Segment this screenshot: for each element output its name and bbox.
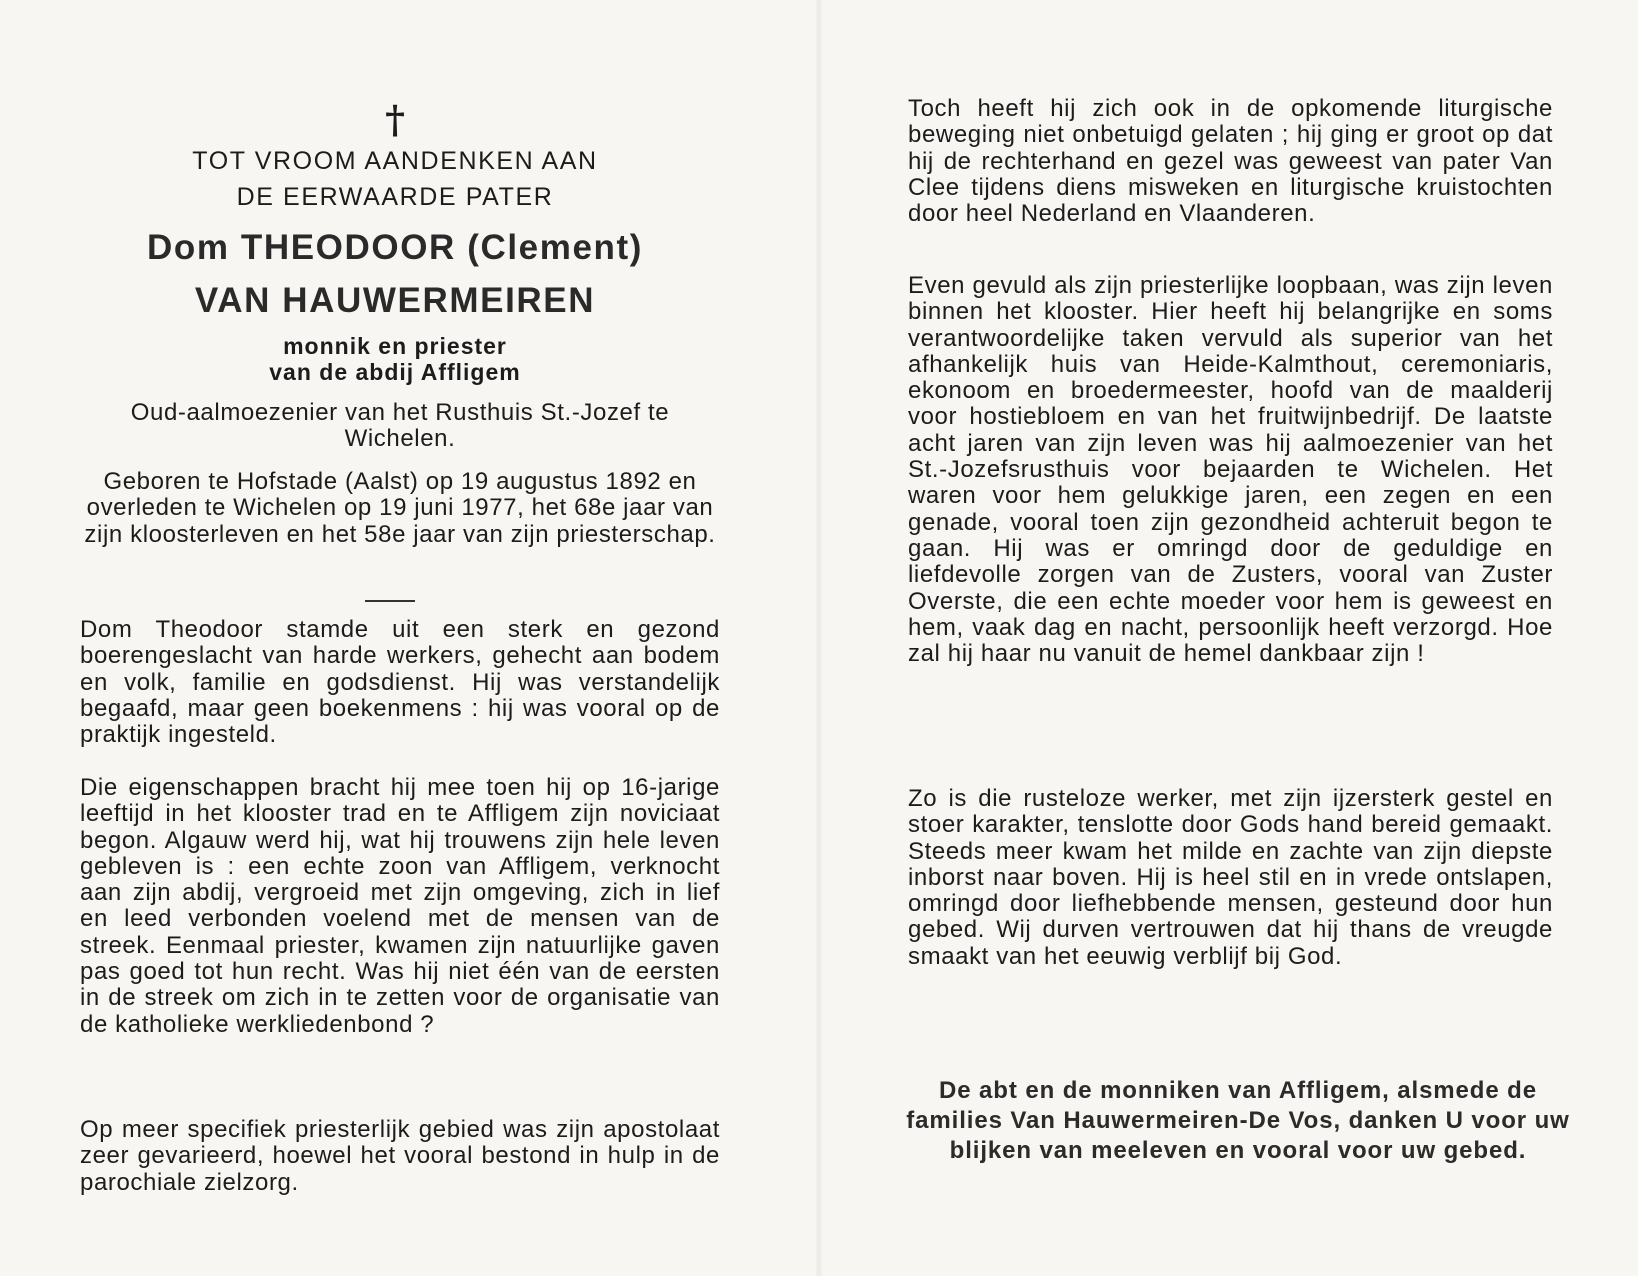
card-fold <box>816 0 822 1276</box>
role-line-2: van de abdij Affligem <box>269 359 521 385</box>
cross-icon: † <box>385 97 405 142</box>
left-page <box>0 0 800 1276</box>
deceased-name-line-1: Dom THEODOOR (Clement) <box>146 228 644 267</box>
closing-thanks: De abt en de monniken van Affligem, alsmede de families Van Hauwermeiren-De Vos, danken U voor uw blijken van meeleven en vooral voor uw gebed. <box>906 1077 1570 1164</box>
role-line-1: monnik en priester <box>283 333 507 359</box>
paragraph-monastery-life: Even gevuld als zijn priesterlijke loopbaan, was zijn leven binnen het klooster. Hier heeft hij belangrijke en soms verantwoordelijke taken vervuld als superior van het afhankelijk huis van Heide-Kalmthout, ceremoniaris, ekonoom en broedermeester, hoofd van de maalderij voor hostiebloem en van het fruitwijnbedrijf. De laatste acht jaren van zijn leven was hij aalmoezenier van het St.-Jozefsrusthuis voor bejaarden te Wichelen. Het waren voor hem gelukkige jaren, een zegen en een genade, vooral toen zijn gezondheid achteruit begon te gaan. Hij was er omringd door de geduldige en liefdevolle zorgen van de Zusters, vooral van Zuster Overste, die een echte moeder voor hem is geweest en hem, vaak dag en nacht, persoonlijk heeft verzorgd. Hoe zal hij haar nu vanuit de hemel dankbaar zijn ! <box>908 272 1553 668</box>
paragraph-liturgy: Toch heeft hij zich ook in de opkomende liturgische beweging niet onbetuigd gelaten ; hij ging er groot op dat hij de rechterhand en gezel was geweest van pater Van Clee tijdens diens misweken en liturgische kruistochten door heel Nederland en Vlaanderen. <box>908 95 1553 228</box>
dedication-line-2: DE EERWAARDE PATER <box>236 183 554 211</box>
biography-paragraph-3: Op meer specifiek priesterlijk gebied was zijn apostolaat zeer gevarieerd, hoewel het vooral bestond in hulp in de parochiale zielzorg. <box>80 1116 720 1196</box>
position-text: Oud-aalmoezenier van het Rusthuis St.-Jozef te Wichelen. <box>130 399 670 453</box>
section-divider <box>365 600 415 602</box>
right-page <box>838 0 1638 1276</box>
biography-paragraph-2: Die eigenschappen bracht hij mee toen hij op 16-jarige leeftijd in het klooster trad en te Affligem zijn noviciaat begon. Algauw werd hij, wat hij trouwens zijn hele leven gebleven is : een echte zoon van Affligem, verknocht aan zijn abdij, vergroeid met zijn omgeving, zich in lief en leed verbonden voelend met de mensen van de streek. Eenmaal priester, kwamen zijn natuurlijke gaven pas goed tot hun recht. Was hij niet één van de eersten in de streek om zich in te zetten voor de organisatie van de katholieke werkliedenbond ? <box>80 774 720 1038</box>
paragraph-passing: Zo is die rusteloze werker, met zijn ijzersterk gestel en stoer karakter, tenslotte door Gods hand bereid gemaakt. Steeds meer kwam het milde en zachte van zijn diepste inborst naar boven. Hij is heel stil en in vrede ontslapen, omringd door liefhebbende mensen, gesteund door hun gebed. Wij durven vertrouwen dat hij thans de vreugde smaakt van het eeuwig verblijf bij God. <box>908 785 1553 970</box>
dedication-line-1: TOT VROOM AANDENKEN AAN <box>192 147 598 175</box>
birth-death-text: Geboren te Hofstade (Aalst) op 19 augustus 1892 en overleden te Wichelen op 19 juni 1977, het 68e jaar van zijn kloosterleven en het 58e jaar van zijn priesterschap. <box>84 468 716 548</box>
deceased-name-line-2: VAN HAUWERMEIREN <box>194 281 596 320</box>
biography-paragraph-1: Dom Theodoor stamde uit een sterk en gezond boerengeslacht van harde werkers, gehecht aan bodem en volk, familie en godsdienst. Hij was verstandelijk begaafd, maar geen boekenmens : hij was vooral op de praktijk ingesteld. <box>80 616 720 749</box>
